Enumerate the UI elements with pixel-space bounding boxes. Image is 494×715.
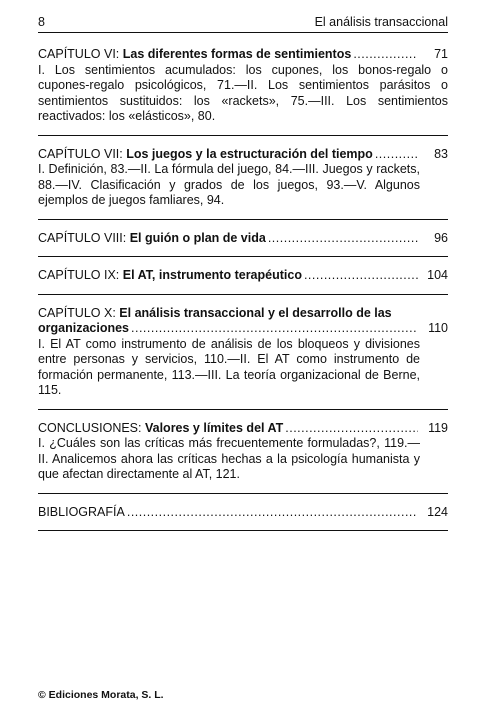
chapter-label: CAPÍTULO VI: (38, 47, 120, 61)
chapter-sections: I. El AT como instrumento de análisis de los bloqueos y divisiones entre personas y servicios, 110.—II. El AT como instrumento de formación permanente, 113.—III. La teoría organizacional de Berne, 115. (38, 336, 420, 397)
chapter-sections: I. Los sentimientos acumulados: los cupones, los bonos-regalo o cupones-regalo psicológicos, 71.—II. Los sentimientos parásitos o sentimientos sustituidos: los «rackets», 75.—III. Los sentimientos reactivados: los «elásticos», 80. (38, 62, 448, 123)
page-header (38, 14, 448, 33)
chapter-title: El guión o plan de vida (129, 230, 266, 245)
chapter-title: Valores y límites del AT (144, 420, 284, 435)
chapter-title: El análisis transaccional y el desarrollo de las (119, 305, 392, 320)
chapter-title-continued: organizaciones (38, 321, 129, 335)
chapter-title: Las diferentes formas de sentimientos (122, 47, 352, 61)
chapter-sections: I. ¿Cuáles son las críticas más frecuentemente formuladas?, 119.—II. Analicemos ahora las críticas hechas a la psicología humanista y que afectan directamente al AT, 121. (38, 436, 420, 481)
dot-leader (127, 505, 418, 521)
dot-leader (353, 47, 418, 63)
chapter-label: CAPÍTULO VIII: (38, 230, 127, 245)
dot-leader (304, 268, 418, 284)
page-number: 8 (38, 15, 45, 29)
page-ref: 119 (428, 420, 448, 435)
divider (38, 219, 448, 220)
divider (38, 135, 448, 136)
dot-leader (285, 421, 418, 437)
table-of-contents (38, 47, 448, 542)
toc-entry-chapter-6 (38, 47, 448, 125)
toc-entry-chapter-8 (38, 231, 448, 247)
divider (38, 294, 448, 295)
page-ref: 71 (434, 47, 448, 61)
page-ref: 83 (434, 146, 448, 161)
toc-entry-chapter-7 (38, 147, 448, 209)
dot-leader (268, 231, 418, 247)
divider (38, 409, 448, 410)
page-ref: 110 (428, 321, 448, 335)
divider (38, 493, 448, 494)
chapter-title: Los juegos y la estructuración del tiempo (126, 146, 373, 161)
toc-entry-bibliography (38, 505, 448, 521)
copyright-footer: © Ediciones Morata, S. L. (38, 689, 164, 701)
running-title: El análisis transaccional (314, 15, 448, 29)
dot-leader (375, 147, 418, 163)
toc-entry-chapter-9 (38, 268, 448, 284)
chapter-title: El AT, instrumento terapéutico (122, 268, 302, 282)
dot-leader (131, 321, 418, 337)
page-ref: 124 (427, 504, 448, 519)
page-ref: 104 (427, 268, 448, 282)
bibliography-label: BIBLIOGRAFÍA (38, 504, 125, 519)
chapter-label: CAPÍTULO VII: (38, 146, 123, 161)
toc-entry-chapter-10 (38, 306, 448, 399)
chapter-label: CAPÍTULO IX: (38, 268, 120, 282)
page-ref: 96 (434, 230, 448, 245)
divider (38, 530, 448, 531)
chapter-label: CAPÍTULO X: (38, 305, 116, 320)
toc-entry-conclusions (38, 421, 448, 483)
chapter-label: CONCLUSIONES: (38, 420, 142, 435)
divider (38, 256, 448, 257)
chapter-sections: I. Definición, 83.—II. La fórmula del juego, 84.—III. Juegos y rackets, 88.—IV. Clasificación y grados de los juegos, 93.—V. Algunos ejemplos de juegos famliares, 94. (38, 162, 420, 207)
